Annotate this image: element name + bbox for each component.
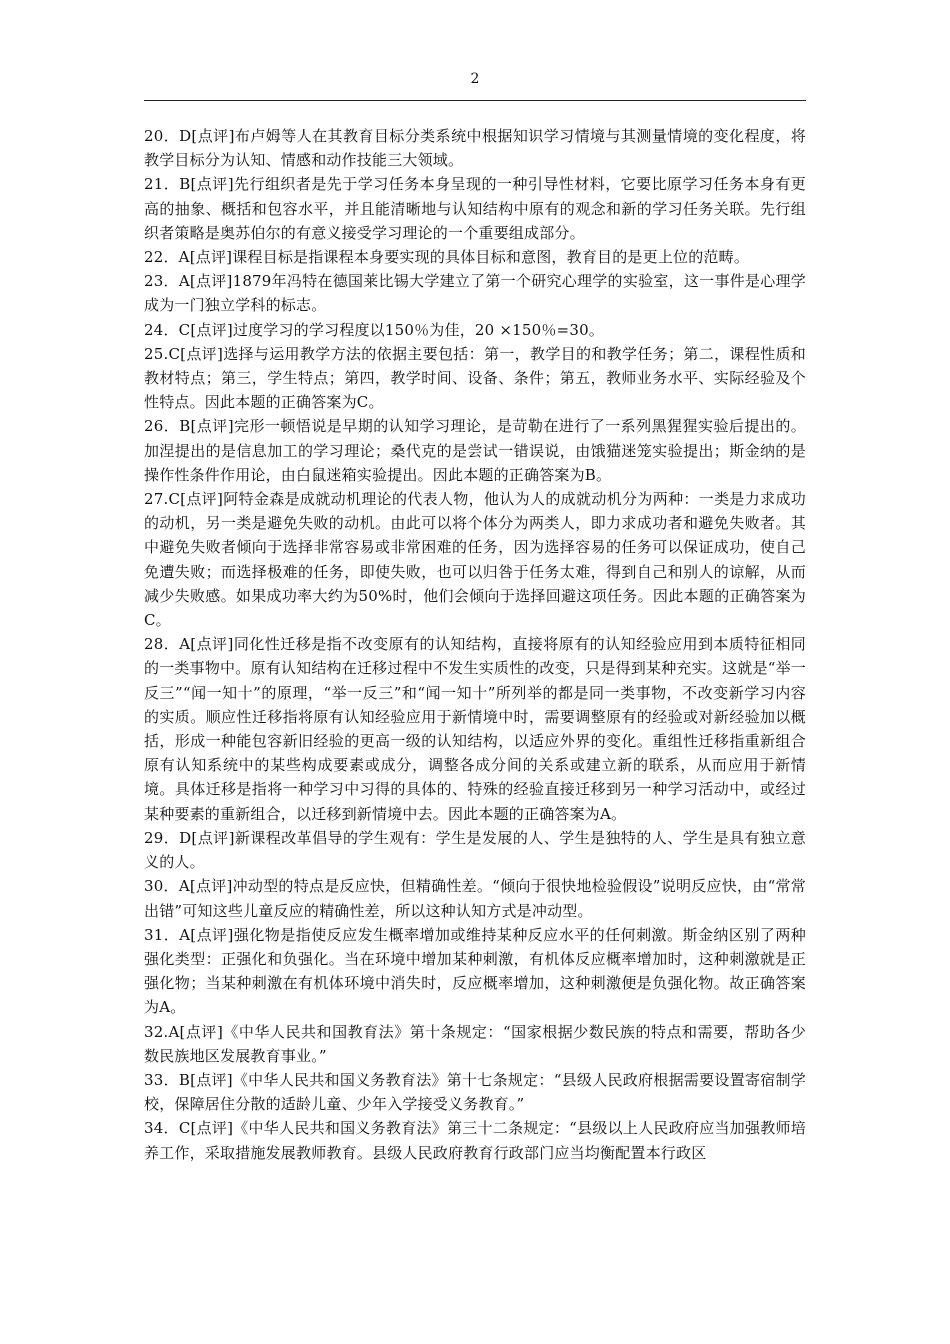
answer-item-22: 22．A[点评]课程目标是指课程本身要实现的具体目标和意图，教育目的是更上位的范畴。 — [144, 248, 750, 267]
answer-explanations — [144, 124, 806, 1165]
answer-item-25: 25.C[点评]选择与运用教学方法的依据主要包括：第一，教学目的和教学任务；第二，课程性质和教材特点；第三，学生特点；第四，教学时间、设备、条件；第五，教师业务水平、实际经验及个性特点。因此本题的正确答案为C。 — [144, 344, 806, 412]
answer-item-34: 34．C[点评]《中华人民共和国义务教育法》第三十二条规定：“县级以上人民政府应当加强教师培养工作，采取措施发展教师教育。县级人民政府教育行政部门应当均衡配置本行政区 — [144, 1119, 806, 1162]
answer-item-30: 30．A[点评]冲动型的特点是反应快，但精确性差。“倾向于很快地检验假设”说明反应快，由“常常出错”可知这些儿童反应的精确性差，所以这种认知方式是冲动型。 — [144, 877, 806, 920]
answer-item-32: 32.A[点评]《中华人民共和国教育法》第十条规定：“国家根据少数民族的特点和需要，帮助各少数民族地区发展教育事业。” — [144, 1022, 806, 1065]
answer-item-23: 23．A[点评]1879年冯特在德国莱比锡大学建立了第一个研究心理学的实验室，这一事件是心理学成为一门独立学科的标志。 — [144, 272, 806, 315]
answer-item-33: 33．B[点评]《中华人民共和国义务教育法》第十七条规定：“县级人民政府根据需要设置寄宿制学校，保障居住分散的适龄儿童、少年入学接受义务教育。” — [144, 1070, 806, 1114]
header-divider — [144, 100, 806, 101]
answer-item-29: 29．D[点评]新课程改革倡导的学生观有：学生是发展的人、学生是独特的人、学生是具有独立意义的人。 — [144, 828, 806, 872]
answer-item-28: 28．A[点评]同化性迁移是指不改变原有的认知结构，直接将原有的认知经验应用到本质特征相同的一类事物中。原有认知结构在迁移过程中不发生实质性的改变，只是得到某种充实。这就是“举一反三”“闻一知十”的原理，“举一反三”和“闻一知十”所列举的都是同一类事物，不改变新学习内容的实质。顺应性迁移指将原有认知经验应用于新情境中时，需要调整原有的经验或对新经验加以概括，形成一种能包容新旧经验的更高一级的认知结构，以适应外界的变化。重组性迁移指重新组合原有认知系统中的某些构成要素或成分，调整各成分间的关系或建立新的联系，从而应用于新情境。具体迁移是指将一种学习中习得的具体的、特殊的经验直接迁移到另一种学习活动中，或经过某种要素的重新组合，以迁移到新情境中去。因此本题的正确答案为A。 — [144, 635, 806, 823]
answer-item-31: 31．A[点评]强化物是指使反应发生概率增加或维持某种反应水平的任何刺激。斯金纳区别了两种强化类型：正强化和负强化。当在环境中增加某种刺激，有机体反应概率增加时，这种刺激就是正强化物；当某种刺激在有机体环境中消失时，反应概率增加，这种刺激便是负强化物。故正确答案为A。 — [144, 925, 806, 1017]
answer-item-27: 27.C[点评]阿特金森是成就动机理论的代表人物，他认为人的成就动机分为两种：一类是力求成功的动机，另一类是避免失败的动机。由此可以将个体分为两类人，即力求成功者和避免失败者。其中避免失败者倾向于选择非常容易或非常困难的任务，因为选择容易的任务可以保证成功，使自己免遭失败；而选择极难的任务，即使失败，也可以归咎于任务太难，得到自己和别人的谅解，从而减少失败感。如果成功率大约为50%时，他们会倾向于选择回避这项任务。因此本题的正确答案为C。 — [144, 490, 806, 630]
page-number: 2 — [470, 71, 480, 87]
answer-item-21: 21．B[点评]先行组织者是先于学习任务本身呈现的一种引导性材料，它要比原学习任务本身有更高的抽象、概括和包容水平，并且能清晰地与认知结构中原有的观念和新的学习任务关联。先行组织者策略是奥苏伯尔的有意义接受学习理论的一个重要组成部分。 — [144, 175, 806, 242]
answer-item-26: 26．B[点评]完形一顿悟说是早期的认知学习理论，是苛勒在进行了一系列黑猩猩实验后提出的。加涅提出的是信息加工的学习理论；桑代克的是尝试一错误说，由饿猫迷笼实验提出；斯金纳的是操作性条件作用论，由白鼠迷箱实验提出。因此本题的正确答案为B。 — [144, 417, 806, 484]
answer-item-20: 20．D[点评]布卢姆等人在其教育目标分类系统中根据知识学习情境与其测量情境的变化程度，将教学目标分为认知、情感和动作技能三大领域。 — [144, 127, 806, 170]
answer-item-24: 24．C[点评]过度学习的学习程度以150％为佳，20 ×150％=30。 — [144, 320, 605, 339]
